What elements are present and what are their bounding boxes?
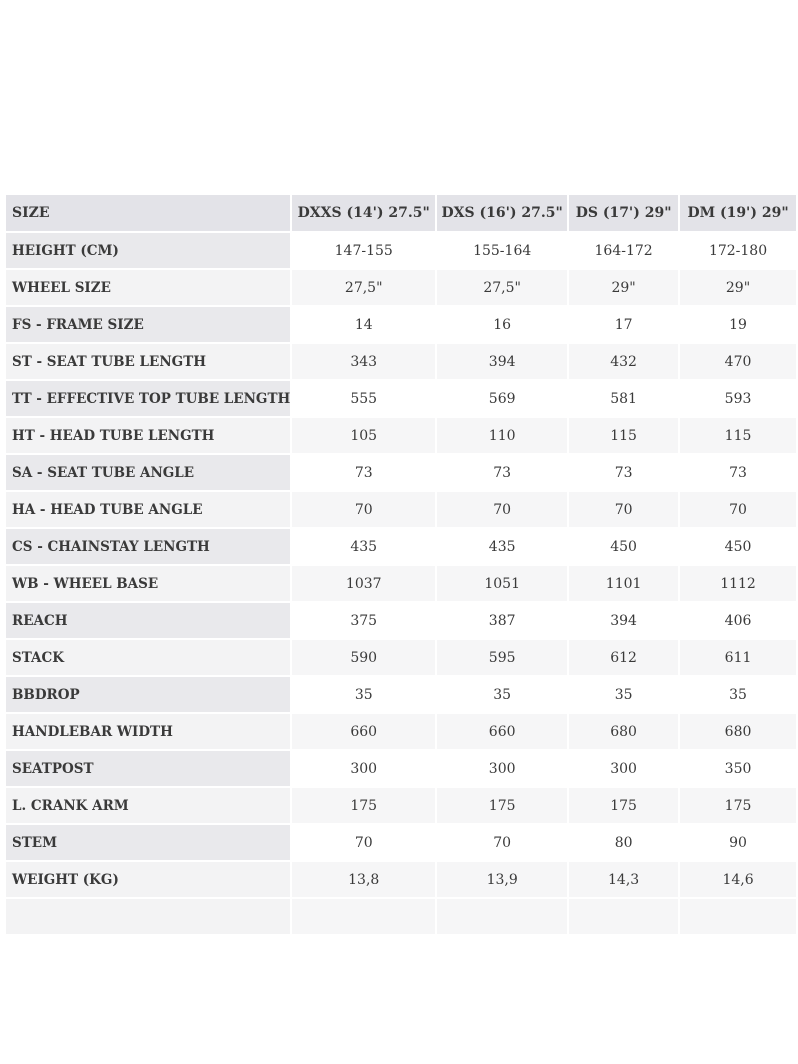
row-value: 611 (680, 640, 796, 677)
row-value: 660 (437, 714, 567, 751)
row-value: 27,5" (437, 270, 567, 307)
geometry-table (4, 195, 798, 936)
table-row (6, 233, 796, 270)
row-label: HEIGHT (CM) (6, 233, 290, 270)
trailing-cell (292, 899, 435, 936)
row-value: 432 (569, 344, 678, 381)
row-label: WB - WHEEL BASE (6, 566, 290, 603)
header-row (6, 195, 796, 233)
row-label: WHEEL SIZE (6, 270, 290, 307)
row-value: 80 (569, 825, 678, 862)
row-value: 350 (680, 751, 796, 788)
row-value: 175 (292, 788, 435, 825)
row-value: 612 (569, 640, 678, 677)
row-value: 73 (437, 455, 567, 492)
table-row (6, 714, 796, 751)
row-value: 406 (680, 603, 796, 640)
table-row (6, 640, 796, 677)
row-value: 14 (292, 307, 435, 344)
row-value: 394 (569, 603, 678, 640)
row-value: 394 (437, 344, 567, 381)
row-value: 175 (437, 788, 567, 825)
row-value: 1112 (680, 566, 796, 603)
row-value: 435 (292, 529, 435, 566)
table-row (6, 455, 796, 492)
row-value: 300 (292, 751, 435, 788)
row-value: 555 (292, 381, 435, 418)
row-label: FS - FRAME SIZE (6, 307, 290, 344)
row-value: 595 (437, 640, 567, 677)
row-label: STEM (6, 825, 290, 862)
row-value: 27,5" (292, 270, 435, 307)
row-value: 14,6 (680, 862, 796, 899)
header-size-label: SIZE (6, 195, 290, 233)
row-value: 1051 (437, 566, 567, 603)
row-value: 155-164 (437, 233, 567, 270)
row-value: 70 (292, 825, 435, 862)
row-label: CS - CHAINSTAY LENGTH (6, 529, 290, 566)
row-value: 147-155 (292, 233, 435, 270)
row-value: 70 (292, 492, 435, 529)
row-value: 73 (292, 455, 435, 492)
table-row (6, 307, 796, 344)
row-value: 17 (569, 307, 678, 344)
trailing-cell (680, 899, 796, 936)
table-row (6, 603, 796, 640)
row-value: 73 (569, 455, 678, 492)
header-size-dm: DM (19') 29" (680, 195, 796, 233)
row-value: 375 (292, 603, 435, 640)
table-row (6, 344, 796, 381)
row-value: 470 (680, 344, 796, 381)
table-row (6, 862, 796, 899)
row-label: SEATPOST (6, 751, 290, 788)
header-size-dxxs: DXXS (14') 27.5" (292, 195, 435, 233)
table-row (6, 788, 796, 825)
row-value: 73 (680, 455, 796, 492)
row-value: 387 (437, 603, 567, 640)
row-value: 35 (680, 677, 796, 714)
row-value: 19 (680, 307, 796, 344)
row-value: 115 (569, 418, 678, 455)
row-value: 35 (569, 677, 678, 714)
table-row (6, 529, 796, 566)
row-value: 14,3 (569, 862, 678, 899)
table-row (6, 825, 796, 862)
row-label: BBDROP (6, 677, 290, 714)
row-value: 343 (292, 344, 435, 381)
row-value: 590 (292, 640, 435, 677)
row-value: 70 (680, 492, 796, 529)
row-value: 90 (680, 825, 796, 862)
row-value: 175 (680, 788, 796, 825)
trailing-cell (6, 899, 290, 936)
row-label: WEIGHT (KG) (6, 862, 290, 899)
row-value: 105 (292, 418, 435, 455)
row-label: SA - SEAT TUBE ANGLE (6, 455, 290, 492)
row-value: 1101 (569, 566, 678, 603)
row-label: REACH (6, 603, 290, 640)
row-value: 450 (569, 529, 678, 566)
table-row (6, 677, 796, 714)
row-value: 13,8 (292, 862, 435, 899)
row-label: TT - EFFECTIVE TOP TUBE LENGTH (6, 381, 290, 418)
header-size-ds: DS (17') 29" (569, 195, 678, 233)
row-label: L. CRANK ARM (6, 788, 290, 825)
row-value: 110 (437, 418, 567, 455)
table-row (6, 751, 796, 788)
table-row (6, 418, 796, 455)
row-value: 450 (680, 529, 796, 566)
trailing-cell (569, 899, 678, 936)
row-value: 593 (680, 381, 796, 418)
row-value: 16 (437, 307, 567, 344)
row-label: ST - SEAT TUBE LENGTH (6, 344, 290, 381)
row-value: 581 (569, 381, 678, 418)
row-value: 70 (437, 825, 567, 862)
trailing-cell (437, 899, 567, 936)
table-row (6, 381, 796, 418)
row-label: HA - HEAD TUBE ANGLE (6, 492, 290, 529)
row-value: 29" (680, 270, 796, 307)
table-trailing-row (6, 899, 796, 936)
table-row (6, 566, 796, 603)
row-value: 70 (569, 492, 678, 529)
row-value: 172-180 (680, 233, 796, 270)
row-value: 680 (680, 714, 796, 751)
row-label: STACK (6, 640, 290, 677)
row-label: HT - HEAD TUBE LENGTH (6, 418, 290, 455)
row-label: HANDLEBAR WIDTH (6, 714, 290, 751)
row-value: 680 (569, 714, 678, 751)
row-value: 1037 (292, 566, 435, 603)
row-value: 175 (569, 788, 678, 825)
row-value: 569 (437, 381, 567, 418)
geometry-table-body (6, 195, 796, 936)
header-size-dxs: DXS (16') 27.5" (437, 195, 567, 233)
row-value: 660 (292, 714, 435, 751)
row-value: 300 (437, 751, 567, 788)
row-value: 164-172 (569, 233, 678, 270)
row-value: 13,9 (437, 862, 567, 899)
row-value: 300 (569, 751, 678, 788)
row-value: 35 (292, 677, 435, 714)
table-row (6, 270, 796, 307)
row-value: 435 (437, 529, 567, 566)
row-value: 35 (437, 677, 567, 714)
row-value: 29" (569, 270, 678, 307)
row-value: 70 (437, 492, 567, 529)
table-row (6, 492, 796, 529)
row-value: 115 (680, 418, 796, 455)
